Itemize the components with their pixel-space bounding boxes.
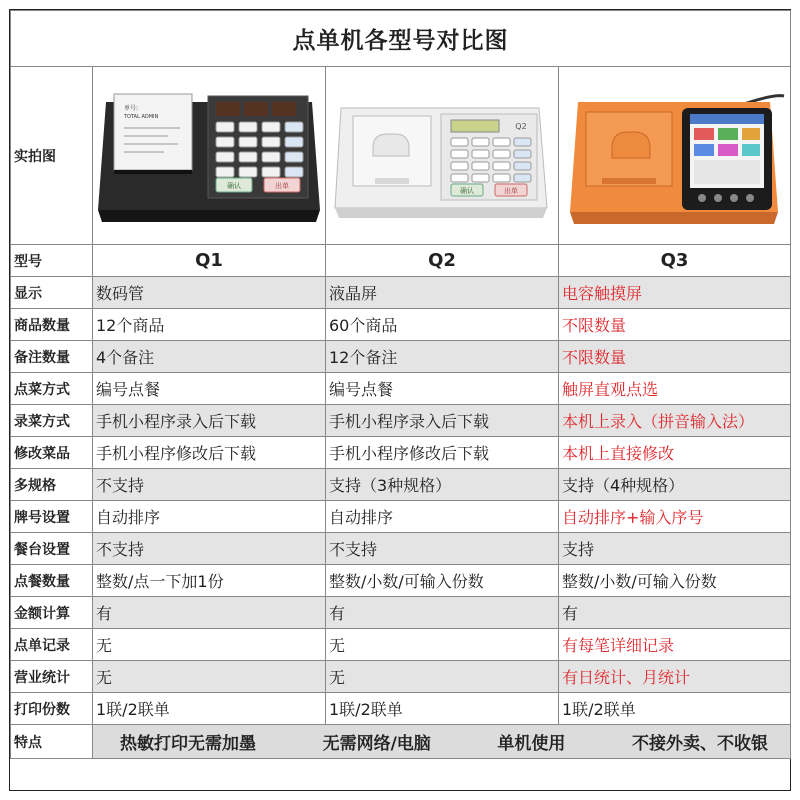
spec-row-label: 牌号设置 <box>11 501 93 533</box>
q3-value: 整数/小数/可输入份数 <box>559 565 791 597</box>
feature-item: 不接外卖、不收银 <box>632 734 768 754</box>
q2-badge: Q2 <box>515 121 527 131</box>
model-q1: Q1 <box>93 245 326 277</box>
keypad-key <box>239 152 257 162</box>
keypad-key <box>216 167 234 177</box>
keypad-key <box>262 152 280 162</box>
keypad-key <box>451 150 468 158</box>
spec-row-label: 备注数量 <box>11 341 93 373</box>
keypad-key <box>285 152 303 162</box>
comparison-sheet <box>9 9 791 791</box>
q2-value: 无 <box>326 661 559 693</box>
keypad-key <box>216 137 234 147</box>
q2-value: 12个备注 <box>326 341 559 373</box>
q3-value: 有 <box>559 597 791 629</box>
q1-value: 数码管 <box>93 277 326 309</box>
model-q3: Q3 <box>559 245 791 277</box>
keypad-key <box>472 174 489 182</box>
q1-value: 无 <box>93 629 326 661</box>
q1-value: 编号点餐 <box>93 373 326 405</box>
spec-row-label: 营业统计 <box>11 661 93 693</box>
keypad-key <box>239 167 257 177</box>
q2-value: 自动排序 <box>326 501 559 533</box>
feature-item: 无需网络/电脑 <box>322 734 431 754</box>
model-row-label: 型号 <box>11 245 93 277</box>
keypad-key <box>472 138 489 146</box>
q1-print-key: 出单 <box>275 181 289 190</box>
feature-item: 单机使用 <box>497 734 566 754</box>
spec-row-label: 修改菜品 <box>11 437 93 469</box>
keypad-key <box>493 162 510 170</box>
keypad-key <box>262 167 280 177</box>
q1-value: 整数/点一下加1份 <box>93 565 326 597</box>
q3-value: 支持 <box>559 533 791 565</box>
q2-value: 整数/小数/可输入份数 <box>326 565 559 597</box>
keypad-key <box>451 162 468 170</box>
model-q2: Q2 <box>326 245 559 277</box>
keypad-key <box>262 137 280 147</box>
q2-value: 支持（3种规格） <box>326 469 559 501</box>
q2-value: 编号点餐 <box>326 373 559 405</box>
keypad-key <box>472 150 489 158</box>
spec-row <box>11 629 791 661</box>
q3-value: 不限数量 <box>559 341 791 373</box>
spec-row-label: 金额计算 <box>11 597 93 629</box>
q2-value: 液晶屏 <box>326 277 559 309</box>
page-title: 点单机各型号对比图 <box>11 11 791 67</box>
spec-row <box>11 341 791 373</box>
q1-receipt-line-1: 单号: <box>124 104 139 112</box>
spec-row-label: 点菜方式 <box>11 373 93 405</box>
keypad-key <box>216 152 234 162</box>
keypad-key <box>239 122 257 132</box>
photo-row-label: 实拍图 <box>11 67 93 245</box>
q3-value: 不限数量 <box>559 309 791 341</box>
q2-value: 不支持 <box>326 533 559 565</box>
spec-row <box>11 661 791 693</box>
features-cell <box>93 725 791 759</box>
spec-row <box>11 693 791 725</box>
q2-value: 无 <box>326 629 559 661</box>
q1-value: 手机小程序修改后下载 <box>93 437 326 469</box>
q3-value: 自动排序+输入序号 <box>559 501 791 533</box>
q3-device-photo <box>559 67 791 245</box>
spec-row-label: 点餐数量 <box>11 565 93 597</box>
q1-value: 手机小程序录入后下载 <box>93 405 326 437</box>
spec-row <box>11 565 791 597</box>
spec-row <box>11 501 791 533</box>
q3-value: 1联/2联单 <box>559 693 791 725</box>
keypad-key <box>451 174 468 182</box>
comparison-table <box>10 10 791 759</box>
q1-value: 不支持 <box>93 533 326 565</box>
keypad-key <box>285 167 303 177</box>
spec-row-label: 显示 <box>11 277 93 309</box>
keypad-key <box>451 138 468 146</box>
q1-value: 有 <box>93 597 326 629</box>
keypad-key <box>514 138 531 146</box>
keypad-key <box>285 137 303 147</box>
keypad-key <box>472 162 489 170</box>
q3-value: 触屏直观点选 <box>559 373 791 405</box>
q1-receipt-line-2: TOTAL ADMIN <box>124 113 159 120</box>
features-label: 特点 <box>11 725 93 759</box>
q1-value: 12个商品 <box>93 309 326 341</box>
spec-row-label: 点单记录 <box>11 629 93 661</box>
spec-row <box>11 597 791 629</box>
q3-value: 有日统计、月统计 <box>559 661 791 693</box>
spec-row-label: 打印份数 <box>11 693 93 725</box>
spec-row <box>11 373 791 405</box>
q1-device-photo <box>93 67 326 245</box>
spec-row <box>11 533 791 565</box>
q3-value: 本机上录入（拼音输入法） <box>559 405 791 437</box>
q1-value: 无 <box>93 661 326 693</box>
spec-row-label: 多规格 <box>11 469 93 501</box>
spec-row <box>11 277 791 309</box>
keypad-key <box>493 174 510 182</box>
q3-value: 有每笔详细记录 <box>559 629 791 661</box>
q2-device-photo <box>326 67 559 245</box>
q2-value: 1联/2联单 <box>326 693 559 725</box>
spec-row <box>11 309 791 341</box>
q1-value: 自动排序 <box>93 501 326 533</box>
q2-confirm-key: 确认 <box>460 186 474 195</box>
keypad-key <box>514 162 531 170</box>
q2-value: 60个商品 <box>326 309 559 341</box>
keypad-key <box>493 138 510 146</box>
keypad-key <box>216 122 234 132</box>
keypad-key <box>262 122 280 132</box>
features-row <box>11 725 791 759</box>
q3-value: 电容触摸屏 <box>559 277 791 309</box>
q3-value: 支持（4种规格） <box>559 469 791 501</box>
keypad-key <box>493 150 510 158</box>
keypad-key <box>514 150 531 158</box>
q1-value: 4个备注 <box>93 341 326 373</box>
feature-item: 热敏打印无需加墨 <box>120 734 256 754</box>
q1-value: 不支持 <box>93 469 326 501</box>
keypad-key <box>239 137 257 147</box>
spec-row-label: 餐台设置 <box>11 533 93 565</box>
keypad-key <box>285 122 303 132</box>
q1-value: 1联/2联单 <box>93 693 326 725</box>
q3-value: 本机上直接修改 <box>559 437 791 469</box>
spec-row <box>11 437 791 469</box>
q1-confirm-key: 确认 <box>227 181 241 190</box>
spec-row-label: 商品数量 <box>11 309 93 341</box>
q2-value: 有 <box>326 597 559 629</box>
q2-value: 手机小程序修改后下载 <box>326 437 559 469</box>
keypad-key <box>514 174 531 182</box>
q2-value: 手机小程序录入后下载 <box>326 405 559 437</box>
spec-row <box>11 405 791 437</box>
spec-row <box>11 469 791 501</box>
q2-print-key: 出单 <box>504 186 518 195</box>
spec-row-label: 录菜方式 <box>11 405 93 437</box>
